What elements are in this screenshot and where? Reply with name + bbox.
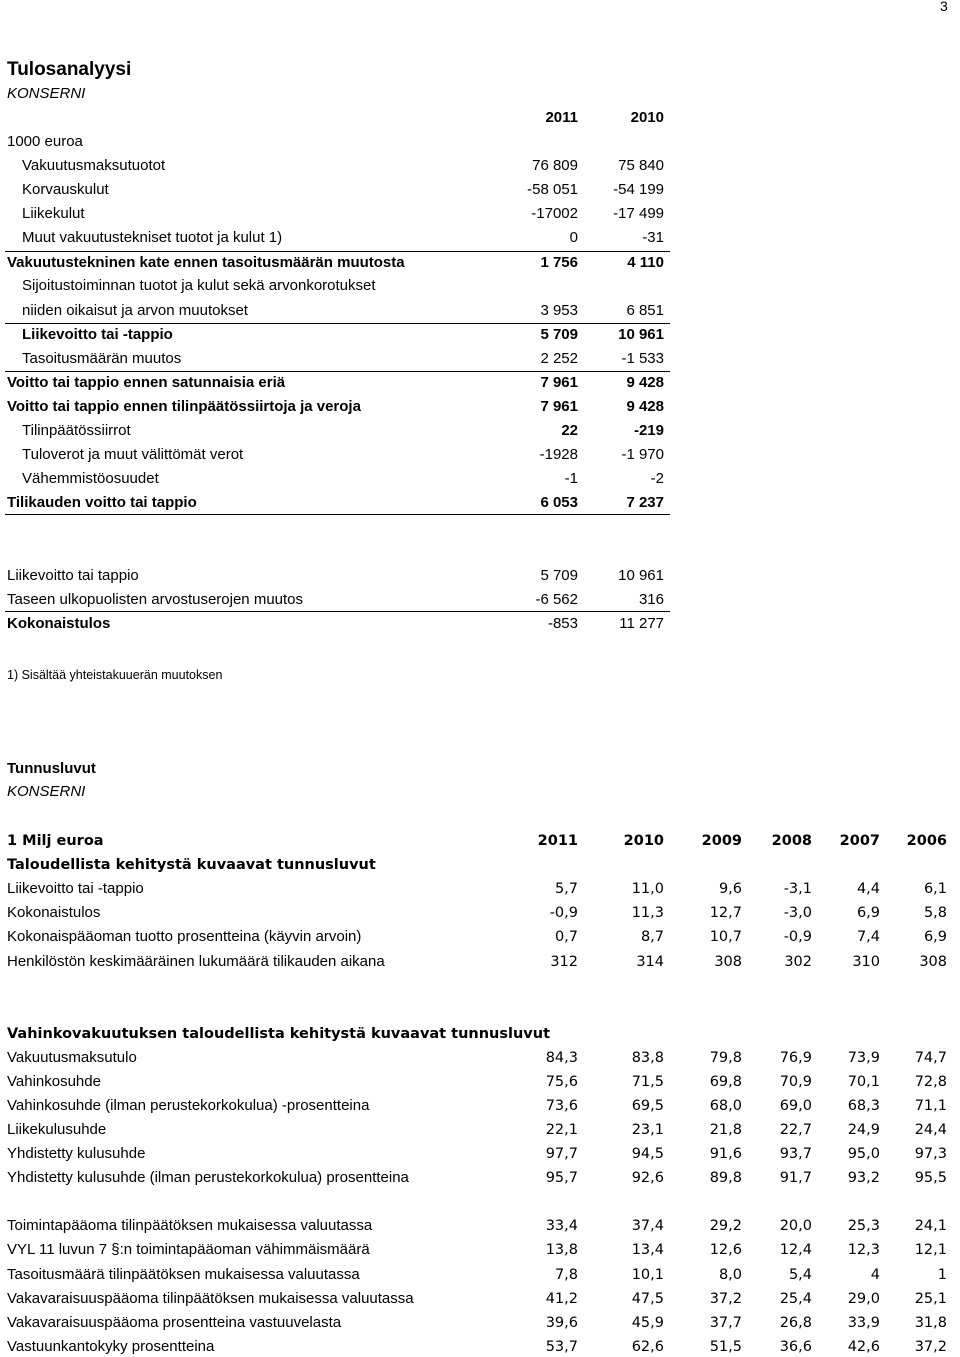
- kpi-row-label: Yhdistetty kulusuhde (ilman perustekorkokulua) prosentteina: [7, 1169, 409, 1186]
- income-row-label: Tasoitusmäärän muutos: [22, 350, 182, 367]
- kpi-row-value: 33,4: [545, 1218, 578, 1234]
- kpi-row-value: 33,9: [847, 1315, 880, 1331]
- kpi-row-label: Vakavaraisuuspääoma prosentteina vastuuvelasta: [7, 1314, 342, 1331]
- income-row-value-2011: 7 961: [540, 398, 578, 415]
- kpi-row-value: 314: [636, 954, 664, 970]
- kpi-row-value: 21,8: [709, 1122, 742, 1138]
- kpi-row-value: -3,1: [783, 881, 812, 897]
- kpi-row-value: 308: [714, 954, 742, 970]
- kpi-year: 2008: [771, 833, 812, 849]
- kpi-row-value: 7,4: [856, 929, 880, 945]
- kpi-row-value: 8,7: [640, 929, 664, 945]
- kpi-row-value: 25,4: [779, 1291, 812, 1307]
- income-row-label: Vähemmistöosuudet: [22, 470, 159, 487]
- kpi-row-value: 73,9: [847, 1050, 880, 1066]
- comp-row-value-2011: -853: [547, 615, 578, 632]
- kpi-row-value: 310: [852, 954, 880, 970]
- kpi-row-value: 20,0: [779, 1218, 812, 1234]
- kpi-row-value: 37,7: [709, 1315, 742, 1331]
- income-row-value-2011: -1928: [539, 446, 578, 463]
- income-row-value-2010: -17 499: [613, 205, 664, 222]
- kpi-row-value: 5,8: [923, 905, 947, 921]
- kpi-row-value: 13,8: [545, 1242, 578, 1258]
- income-row-value-2010: -31: [642, 229, 664, 246]
- kpi-section1-title: Taloudellista kehitystä kuvaavat tunnusluvut: [7, 857, 376, 873]
- kpi-row-value: 7,8: [554, 1267, 578, 1283]
- kpi-row-value: 91,6: [709, 1146, 742, 1162]
- income-row-value-2010: 6 851: [626, 302, 664, 319]
- income-row-label: Muut vakuutustekniset tuotot ja kulut 1): [22, 229, 283, 246]
- kpi-row-value: 6,9: [923, 929, 947, 945]
- kpi-row-value: 37,4: [631, 1218, 664, 1234]
- income-row-label: Korvauskulut: [22, 181, 109, 198]
- kpi-row-value: 95,5: [914, 1170, 947, 1186]
- kpi-year: 2009: [701, 833, 742, 849]
- kpi-row-value: 24,1: [914, 1218, 947, 1234]
- kpi-row-label: VYL 11 luvun 7 §:n toimintapääoman vähimmäismäärä: [7, 1241, 370, 1258]
- kpi-row-value: 37,2: [709, 1291, 742, 1307]
- kpi-row-value: 12,3: [847, 1242, 880, 1258]
- income-row-label: Liikevoitto tai -tappio: [22, 326, 173, 343]
- kpi-row-value: 71,5: [631, 1074, 664, 1090]
- kpi-row-value: 53,7: [545, 1339, 578, 1355]
- kpi-row-value: 10,7: [709, 929, 742, 945]
- kpi-row-value: 83,8: [631, 1050, 664, 1066]
- comp-row-value-2011: 5 709: [540, 567, 578, 584]
- kpi-row-label: Liikekulusuhde: [7, 1121, 107, 1138]
- income-row-value-2010: -219: [633, 422, 664, 439]
- kpi-row-value: 25,3: [847, 1218, 880, 1234]
- kpi-row-value: 302: [784, 954, 812, 970]
- income-row-label: Tuloverot ja muut välittömät verot: [22, 446, 244, 463]
- income-row-value-2011: -1: [564, 470, 578, 487]
- kpi-row-value: 4,4: [856, 881, 880, 897]
- income-row-value-2011: 0: [569, 229, 578, 246]
- kpi-row-label: Vahinkosuhde (ilman perustekorkokulua) -prosentteina: [7, 1097, 370, 1114]
- kpi-row-value: 68,3: [847, 1098, 880, 1114]
- income-row-value-2011: 2 252: [540, 350, 578, 367]
- kpi-row-value: 45,9: [631, 1315, 664, 1331]
- kpi-row-value: 12,1: [914, 1242, 947, 1258]
- income-row-value-2011: 3 953: [540, 302, 578, 319]
- income-year-2011: 2011: [545, 109, 578, 126]
- kpi-row-label: Tasoitusmäärä tilinpäätöksen mukaisessa valuutassa: [7, 1266, 360, 1283]
- income-row-value-2010: 7 237: [626, 494, 664, 511]
- kpi-row-value: 92,6: [631, 1170, 664, 1186]
- kpi-row-value: 22,7: [779, 1122, 812, 1138]
- kpi-row-label: Kokonaistulos: [7, 904, 101, 921]
- kpi-row-value: 13,4: [631, 1242, 664, 1258]
- kpi-row-value: 308: [919, 954, 947, 970]
- income-row-value-2010: 10 961: [618, 326, 664, 343]
- kpi-row-value: 79,8: [709, 1050, 742, 1066]
- kpi-row-value: 26,8: [779, 1315, 812, 1331]
- income-rule: [5, 371, 670, 372]
- kpi-row-value: 9,6: [718, 881, 742, 897]
- kpi-unit: 1 Milj euroa: [7, 833, 104, 849]
- kpi-row-value: 69,8: [709, 1074, 742, 1090]
- comp-row-value-2010: 316: [638, 591, 664, 608]
- kpi-row-label: Vakavaraisuuspääoma tilinpäätöksen mukaisessa valuutassa: [7, 1290, 414, 1307]
- income-rule: [5, 514, 670, 515]
- kpi-row-label: Kokonaispääoman tuotto prosentteina (käyvin arvoin): [7, 928, 362, 945]
- kpi-row-value: 8,0: [718, 1267, 742, 1283]
- income-row-label: Voitto tai tappio ennen tilinpäätössiirtoja ja veroja: [7, 398, 361, 415]
- kpi-row-value: 24,4: [914, 1122, 947, 1138]
- page-number: 3: [940, 0, 948, 14]
- kpi-row-value: 51,5: [709, 1339, 742, 1355]
- comp-row-label: Taseen ulkopuolisten arvostuserojen muutos: [7, 591, 304, 608]
- income-row-value-2010: 4 110: [627, 254, 664, 271]
- kpi-year: 2007: [839, 833, 880, 849]
- kpi-row-value: 39,6: [545, 1315, 578, 1331]
- kpi-row-value: 89,8: [709, 1170, 742, 1186]
- kpi-row-value: 69,0: [779, 1098, 812, 1114]
- kpi-row-value: 1: [937, 1267, 947, 1283]
- kpi-row-value: 23,1: [631, 1122, 664, 1138]
- kpi-row-value: 68,0: [709, 1098, 742, 1114]
- kpi-row-value: 12,7: [709, 905, 742, 921]
- kpi-row-value: 25,1: [914, 1291, 947, 1307]
- kpi-row-value: 5,7: [554, 881, 578, 897]
- kpi-row-value: 71,1: [914, 1098, 947, 1114]
- kpi-row-value: 36,6: [779, 1339, 812, 1355]
- footnote: 1) Sisältää yhteistakuuerän muutoksen: [7, 668, 223, 682]
- income-row-label: Vakuutusmaksutuotot: [22, 157, 166, 174]
- kpi-row-label: Vastuunkantokyky prosentteina: [7, 1338, 215, 1355]
- income-row-label: Vakuutustekninen kate ennen tasoitusmäärän muutosta: [7, 254, 405, 271]
- kpi-row-value: 37,2: [914, 1339, 947, 1355]
- income-row-label: niiden oikaisut ja arvon muutokset: [22, 302, 248, 319]
- kpi-row-value: 29,2: [709, 1218, 742, 1234]
- income-row-label: Sijoitustoiminnan tuotot ja kulut sekä arvonkorotukset: [22, 277, 376, 294]
- income-subtitle: KONSERNI: [7, 85, 86, 102]
- kpi-row-value: 22,1: [545, 1122, 578, 1138]
- kpi-row-value: 47,5: [631, 1291, 664, 1307]
- income-row-value-2010: 9 428: [626, 374, 664, 391]
- comp-rule: [5, 611, 670, 612]
- comp-row-value-2010: 10 961: [618, 567, 664, 584]
- kpi-row-value: 0,7: [554, 929, 578, 945]
- kpi-row-value: 10,1: [631, 1267, 664, 1283]
- income-row-label: Voitto tai tappio ennen satunnaisia eriä: [7, 374, 286, 391]
- kpi-row-value: 31,8: [914, 1315, 947, 1331]
- income-rule: [5, 323, 670, 324]
- kpi-row-label: Vahinkosuhde: [7, 1073, 101, 1090]
- kpi-row-value: 29,0: [847, 1291, 880, 1307]
- kpi-row-value: 72,8: [914, 1074, 947, 1090]
- kpi-row-value: 84,3: [545, 1050, 578, 1066]
- kpi-row-value: 70,9: [779, 1074, 812, 1090]
- kpi-row-value: 11,3: [631, 905, 664, 921]
- income-row-label: Tilinpäätössiirrot: [22, 422, 131, 439]
- comp-row-label: Liikevoitto tai tappio: [7, 567, 139, 584]
- kpi-row-value: 12,4: [779, 1242, 812, 1258]
- kpi-row-value: 93,7: [779, 1146, 812, 1162]
- kpi-row-value: 93,2: [847, 1170, 880, 1186]
- kpi-row-label: Toimintapääoma tilinpäätöksen mukaisessa valuutassa: [7, 1217, 373, 1234]
- income-row-value-2011: 76 809: [532, 157, 578, 174]
- comp-row-value-2010: 11 277: [619, 615, 664, 632]
- income-row-value-2011: 1 756: [540, 254, 578, 271]
- kpi-row-label: Vakuutusmaksutulo: [7, 1049, 137, 1066]
- kpi-row-label: Yhdistetty kulusuhde: [7, 1145, 146, 1162]
- income-row-value-2010: -2: [650, 470, 664, 487]
- income-row-value-2010: 9 428: [626, 398, 664, 415]
- kpi-row-value: -0,9: [783, 929, 812, 945]
- income-row-label: Tilikauden voitto tai tappio: [7, 494, 197, 511]
- kpi-row-value: 75,6: [545, 1074, 578, 1090]
- kpi-row-label: Henkilöstön keskimääräinen lukumäärä tilikauden aikana: [7, 953, 385, 970]
- kpi-row-value: 97,7: [545, 1146, 578, 1162]
- income-rule: [5, 251, 670, 252]
- kpi-row-label: Liikevoitto tai -tappio: [7, 880, 144, 897]
- kpi-row-value: 11,0: [631, 881, 664, 897]
- kpi-row-value: 74,7: [914, 1050, 947, 1066]
- income-row-value-2011: -58 051: [527, 181, 578, 198]
- income-row-value-2011: 5 709: [540, 326, 578, 343]
- income-unit: 1000 euroa: [7, 133, 83, 150]
- kpi-row-value: 76,9: [779, 1050, 812, 1066]
- income-year-2010: 2010: [630, 109, 664, 126]
- kpi-row-value: 69,5: [631, 1098, 664, 1114]
- kpi-row-value: 12,6: [709, 1242, 742, 1258]
- income-row-value-2010: -1 970: [621, 446, 664, 463]
- kpi-row-value: 6,9: [856, 905, 880, 921]
- income-row-value-2011: -17002: [531, 205, 578, 222]
- income-row-value-2010: -54 199: [613, 181, 664, 198]
- kpi-year: 2010: [623, 833, 664, 849]
- income-row-value-2011: 7 961: [540, 374, 578, 391]
- kpi-row-value: 70,1: [847, 1074, 880, 1090]
- kpi-row-value: 91,7: [779, 1170, 812, 1186]
- kpi-row-value: 312: [550, 954, 578, 970]
- kpi-row-value: 6,1: [923, 881, 947, 897]
- kpi-row-value: 95,0: [847, 1146, 880, 1162]
- income-row-value-2011: 6 053: [540, 494, 578, 511]
- comp-row-label: Kokonaistulos: [7, 615, 111, 632]
- income-row-value-2010: 75 840: [618, 157, 664, 174]
- kpi-row-value: 97,3: [914, 1146, 947, 1162]
- kpi-row-value: 41,2: [545, 1291, 578, 1307]
- kpi-subtitle: KONSERNI: [7, 783, 86, 800]
- kpi-row-value: 42,6: [847, 1339, 880, 1355]
- kpi-row-value: -3,0: [783, 905, 812, 921]
- kpi-title: Tunnusluvut: [7, 760, 96, 777]
- comp-row-value-2011: -6 562: [535, 591, 578, 608]
- kpi-row-value: 5,4: [788, 1267, 812, 1283]
- kpi-row-value: -0,9: [549, 905, 578, 921]
- income-row-value-2010: -1 533: [621, 350, 664, 367]
- kpi-year: 2006: [906, 833, 947, 849]
- income-row-label: Liikekulut: [22, 205, 85, 222]
- kpi-year: 2011: [537, 833, 578, 849]
- kpi-row-value: 94,5: [631, 1146, 664, 1162]
- kpi-section2-title: Vahinkovakuutuksen taloudellista kehitystä kuvaavat tunnusluvut: [7, 1026, 551, 1042]
- kpi-row-value: 73,6: [545, 1098, 578, 1114]
- kpi-row-value: 95,7: [545, 1170, 578, 1186]
- income-row-value-2011: 22: [561, 422, 578, 439]
- kpi-row-value: 24,9: [847, 1122, 880, 1138]
- kpi-row-value: 4: [870, 1267, 880, 1283]
- kpi-row-value: 62,6: [631, 1339, 664, 1355]
- income-title: Tulosanalyysi: [7, 59, 132, 80]
